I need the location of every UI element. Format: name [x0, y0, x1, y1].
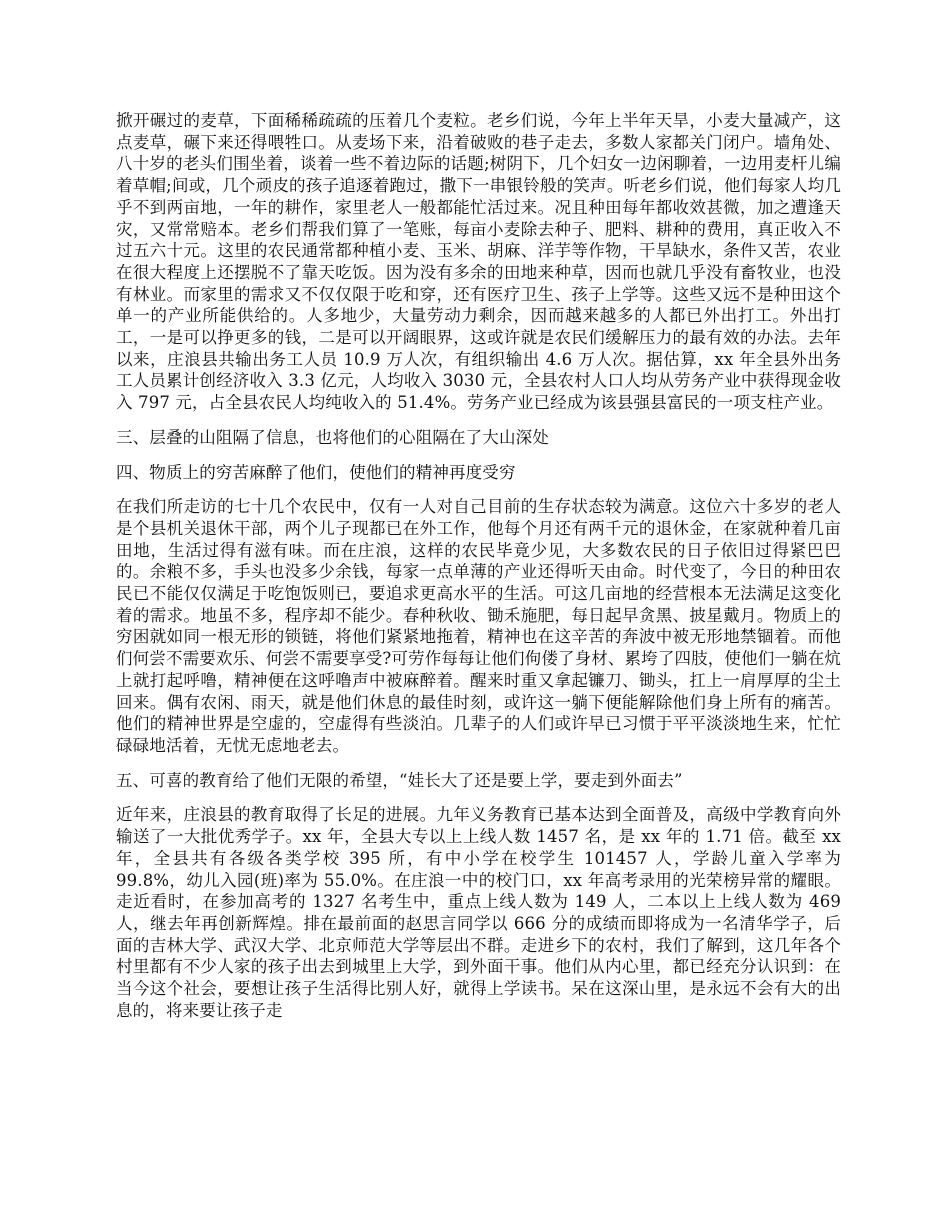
body-paragraph-spiritual-poverty: 在我们所走访的七十几个农民中，仅有一人对自己目前的生存状态较为满意。这位六十多岁的老人是个县机关退休干部，两个儿子现都已在外工作，他每个月还有两千元的退休金，在家就种着几亩田地，生活过得有滋有味。而在庄浪，这样的农民毕竟少见，大多数农民的日子依旧过得紧巴巴的。余粮不多，手头也没多少余钱，每家一点单薄的产业还得听天由命。时代变了，今日的种田农民已不能仅仅满足于吃饱饭则已，要追求更高水平的生活。可这几亩地的经营根本无法满足这变化着的需求。地虽不多，程序却不能少。春种秋收、锄禾施肥，每日起早贪黑、披星戴月。物质上的穷困就如同一根无形的锁链，将他们紧紧地拖着，精神也在这辛苦的奔波中被无形地禁锢着。而他们何尝不需要欢乐、何尝不需要享受?可劳作每每让他们佝偻了身材、累垮了四肢，使他们一躺在炕上就打起呼噜，精神便在这呼噜声中被麻醉着。醒来时重又拿起镰刀、锄头，扛上一肩厚厚的尘土回来。偶有农闲、雨天，就是他们休息的最佳时刻，或许这一躺下便能解除他们身上所有的痛苦。他们的精神世界是空虚的，空虚得有些淡泊。几辈子的人们或许早已习惯于平平淡淡地生来，忙忙碌碌地活着，无忧无虑地老去。: [116, 497, 841, 755]
body-paragraph-labor-export: 掀开碾过的麦草，下面稀稀疏疏的压着几个麦粒。老乡们说，今年上半年天旱，小麦大量减产，这点麦草，碾下来还得喂牲口。从麦场下来，沿着破败的巷子走去，多数人家都关门闭户。墙角处、八十岁的老头们围坐着，谈着一些不着边际的话题;树阴下，几个妇女一边闲聊着，一边用麦杆儿编着草帽;间或，几个顽皮的孩子追逐着跑过，撒下一串银铃般的笑声。听老乡们说，他们每家人均几乎不到两亩地，一年的耕作，家里老人一般都能忙活过来。况且种田每年都收效甚微，加之遭逢天灾，又常常赔本。老乡们帮我们算了一笔账，每亩小麦除去种子、肥料、耕种的费用，真正收入不过五六十元。这里的农民通常都种植小麦、玉米、胡麻、洋芋等作物，干旱缺水，条件又苦，农业在很大程度上还摆脱不了靠天吃饭。因为没有多余的田地来种草，因而也就几乎没有畜牧业，也没有林业。而家里的需求又不仅仅限于吃和穿，还有医疗卫生、孩子上学等。这些又远不是种田这个单一的产业所能供给的。人多地少，大量劳动力剩余，因而越来越多的人都已外出打工。外出打工，一是可以挣更多的钱，二是可以开阔眼界，这或许就是农民们缓解压力的最有效的办法。去年以来，庄浪县共输出务工人员 10.9 万人次，有组织输出 4.6 万人次。据估算，xx 年全县外出务工人员累计创经济收入 3.3 亿元，人均收入 3030 元，全县农村人口人均从劳务产业中获得现金收入 797 元，占全县农民人均纯收入的 51.4%。劳务产业已经成为该县强县富民的一项支柱产业。: [116, 111, 841, 413]
document-page: [116, 110, 841, 1034]
section-heading-three: 三、层叠的山阻隔了信息，也将他们的心阻隔在了大山深处: [116, 427, 549, 447]
section-heading-four: 四、物质上的穷苦麻醉了他们，使他们的精神再度受穷: [116, 462, 516, 482]
body-paragraph-education: 近年来，庄浪县的教育取得了长足的进展。九年义务教育已基本达到全面普及，高级中学教育向外输送了一大批优秀学子。xx 年，全县大专以上上线人数 1457 名，是 xx 年的 1.71 倍。截至 xx 年，全县共有各级各类学校 395 所，有中小学在校学生 101457 人，学龄儿童入学率为 99.8%，幼儿入园(班)率为 55.0%。在庄浪一中的校门口，xx 年高考录用的光荣榜异常的耀眼。走近看时，在参加高考的 1327 名考生中，重点上线人数为 149 人，二本以上上线人数为 469 人，继去年再创新辉煌。排在最前面的赵思言同学以 666 分的成绩而即将成为一名清华学子，后面的吉林大学、武汉大学、北京师范大学等层出不群。走进乡下的农村，我们了解到，这几年各个村里都有不少人家的孩子出去到城里上大学，到外面干事。他们从内心里，都已经充分认识到：在当今这个社会，要想让孩子生活得比别人好，就得上学读书。呆在这深山里，是永远不会有大的出息的，将来要让孩子走: [116, 805, 841, 1020]
section-heading-five: 五、可喜的教育给了他们无限的希望，“娃长大了还是要上学，要走到外面去”: [116, 770, 683, 790]
